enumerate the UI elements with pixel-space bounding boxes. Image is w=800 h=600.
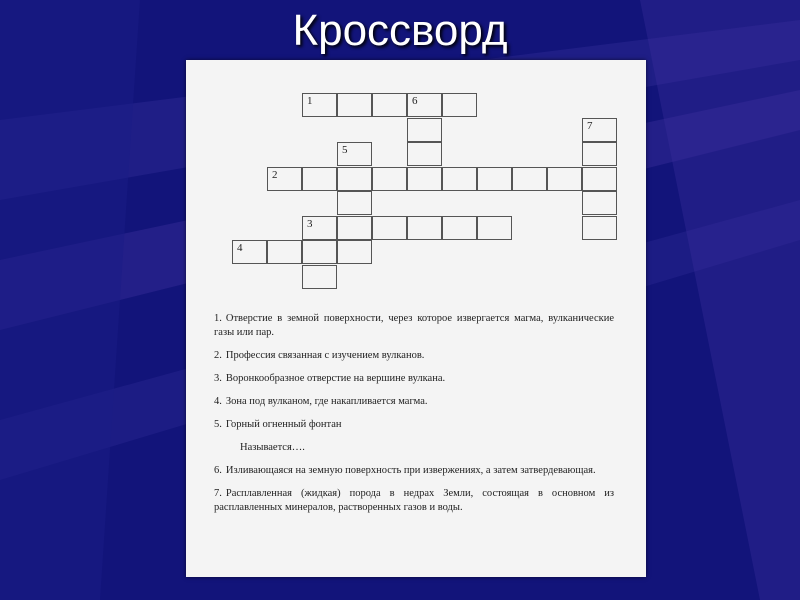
crossword-cell-number: 1 <box>307 95 313 107</box>
crossword-cell[interactable] <box>267 240 302 264</box>
crossword-cell[interactable] <box>582 118 617 142</box>
clue-7: 7. Расплавленная (жидкая) порода в недрах Земли, состоящая в основном из расплавленных минералов, растворенных газов и воды. <box>214 488 614 513</box>
crossword-cell[interactable] <box>337 240 372 264</box>
crossword-cell[interactable] <box>302 93 337 117</box>
crossword-cell-number: 4 <box>237 242 243 254</box>
crossword-cell[interactable] <box>582 216 617 240</box>
crossword-cell[interactable] <box>337 191 372 215</box>
crossword-cell[interactable] <box>302 265 337 289</box>
crossword-cell[interactable] <box>442 93 477 117</box>
crossword-cell[interactable] <box>407 216 442 240</box>
crossword-cell[interactable] <box>337 167 372 191</box>
crossword-cell[interactable] <box>547 167 582 191</box>
crossword-cell[interactable] <box>372 93 407 117</box>
crossword-cell[interactable] <box>302 240 337 264</box>
crossword-cell[interactable] <box>442 216 477 240</box>
crossword-cell[interactable] <box>232 240 267 264</box>
crossword-cell[interactable] <box>372 216 407 240</box>
clue-list <box>214 312 614 524</box>
crossword-page <box>186 60 646 577</box>
crossword-cell[interactable] <box>337 142 372 166</box>
crossword-cell[interactable] <box>442 167 477 191</box>
crossword-cell-number: 2 <box>272 168 278 181</box>
crossword-cell-number: 6 <box>412 95 418 107</box>
crossword-cell[interactable] <box>477 167 512 191</box>
crossword-cell[interactable] <box>302 167 337 191</box>
crossword-cell[interactable] <box>477 216 512 240</box>
crossword-cell[interactable] <box>407 93 442 117</box>
crossword-cell[interactable] <box>512 167 547 191</box>
clue-4: 4. Зона под вулканом, где накапливается магма. <box>214 396 428 407</box>
crossword-cell[interactable] <box>582 167 617 191</box>
crossword-cell[interactable] <box>407 167 442 191</box>
crossword-cell-number: 3 <box>307 217 313 230</box>
crossword-cell[interactable] <box>407 118 442 142</box>
clue-3: 3. Воронкообразное отверстие на вершине вулкана. <box>214 373 446 384</box>
clue-1: 1. Отверстие в земной поверхности, через которое извергается магма, вулканические газы или пар. <box>214 313 614 338</box>
crossword-cell[interactable] <box>372 167 407 191</box>
clue-5: 5. Горный огненный фонтан <box>214 419 342 430</box>
clue-2: 2. Профессия связанная с изучением вулканов. <box>214 350 425 361</box>
slide-title: Кроссворд <box>292 6 508 55</box>
clue-6: 6. Изливающаяся на земную поверхность при извержениях, а затем затвердевающая. <box>214 465 596 476</box>
crossword-cell-number: 5 <box>342 144 348 156</box>
crossword-cell[interactable] <box>267 167 302 191</box>
clue-5-continuation: Называется…. <box>240 442 305 453</box>
crossword-cell[interactable] <box>407 142 442 166</box>
crossword-cell[interactable] <box>337 93 372 117</box>
crossword-cell[interactable] <box>582 142 617 166</box>
crossword-cell-number: 7 <box>587 119 593 132</box>
crossword-cell[interactable] <box>337 216 372 240</box>
crossword-cell[interactable] <box>302 216 337 240</box>
crossword-cell[interactable] <box>582 191 617 215</box>
